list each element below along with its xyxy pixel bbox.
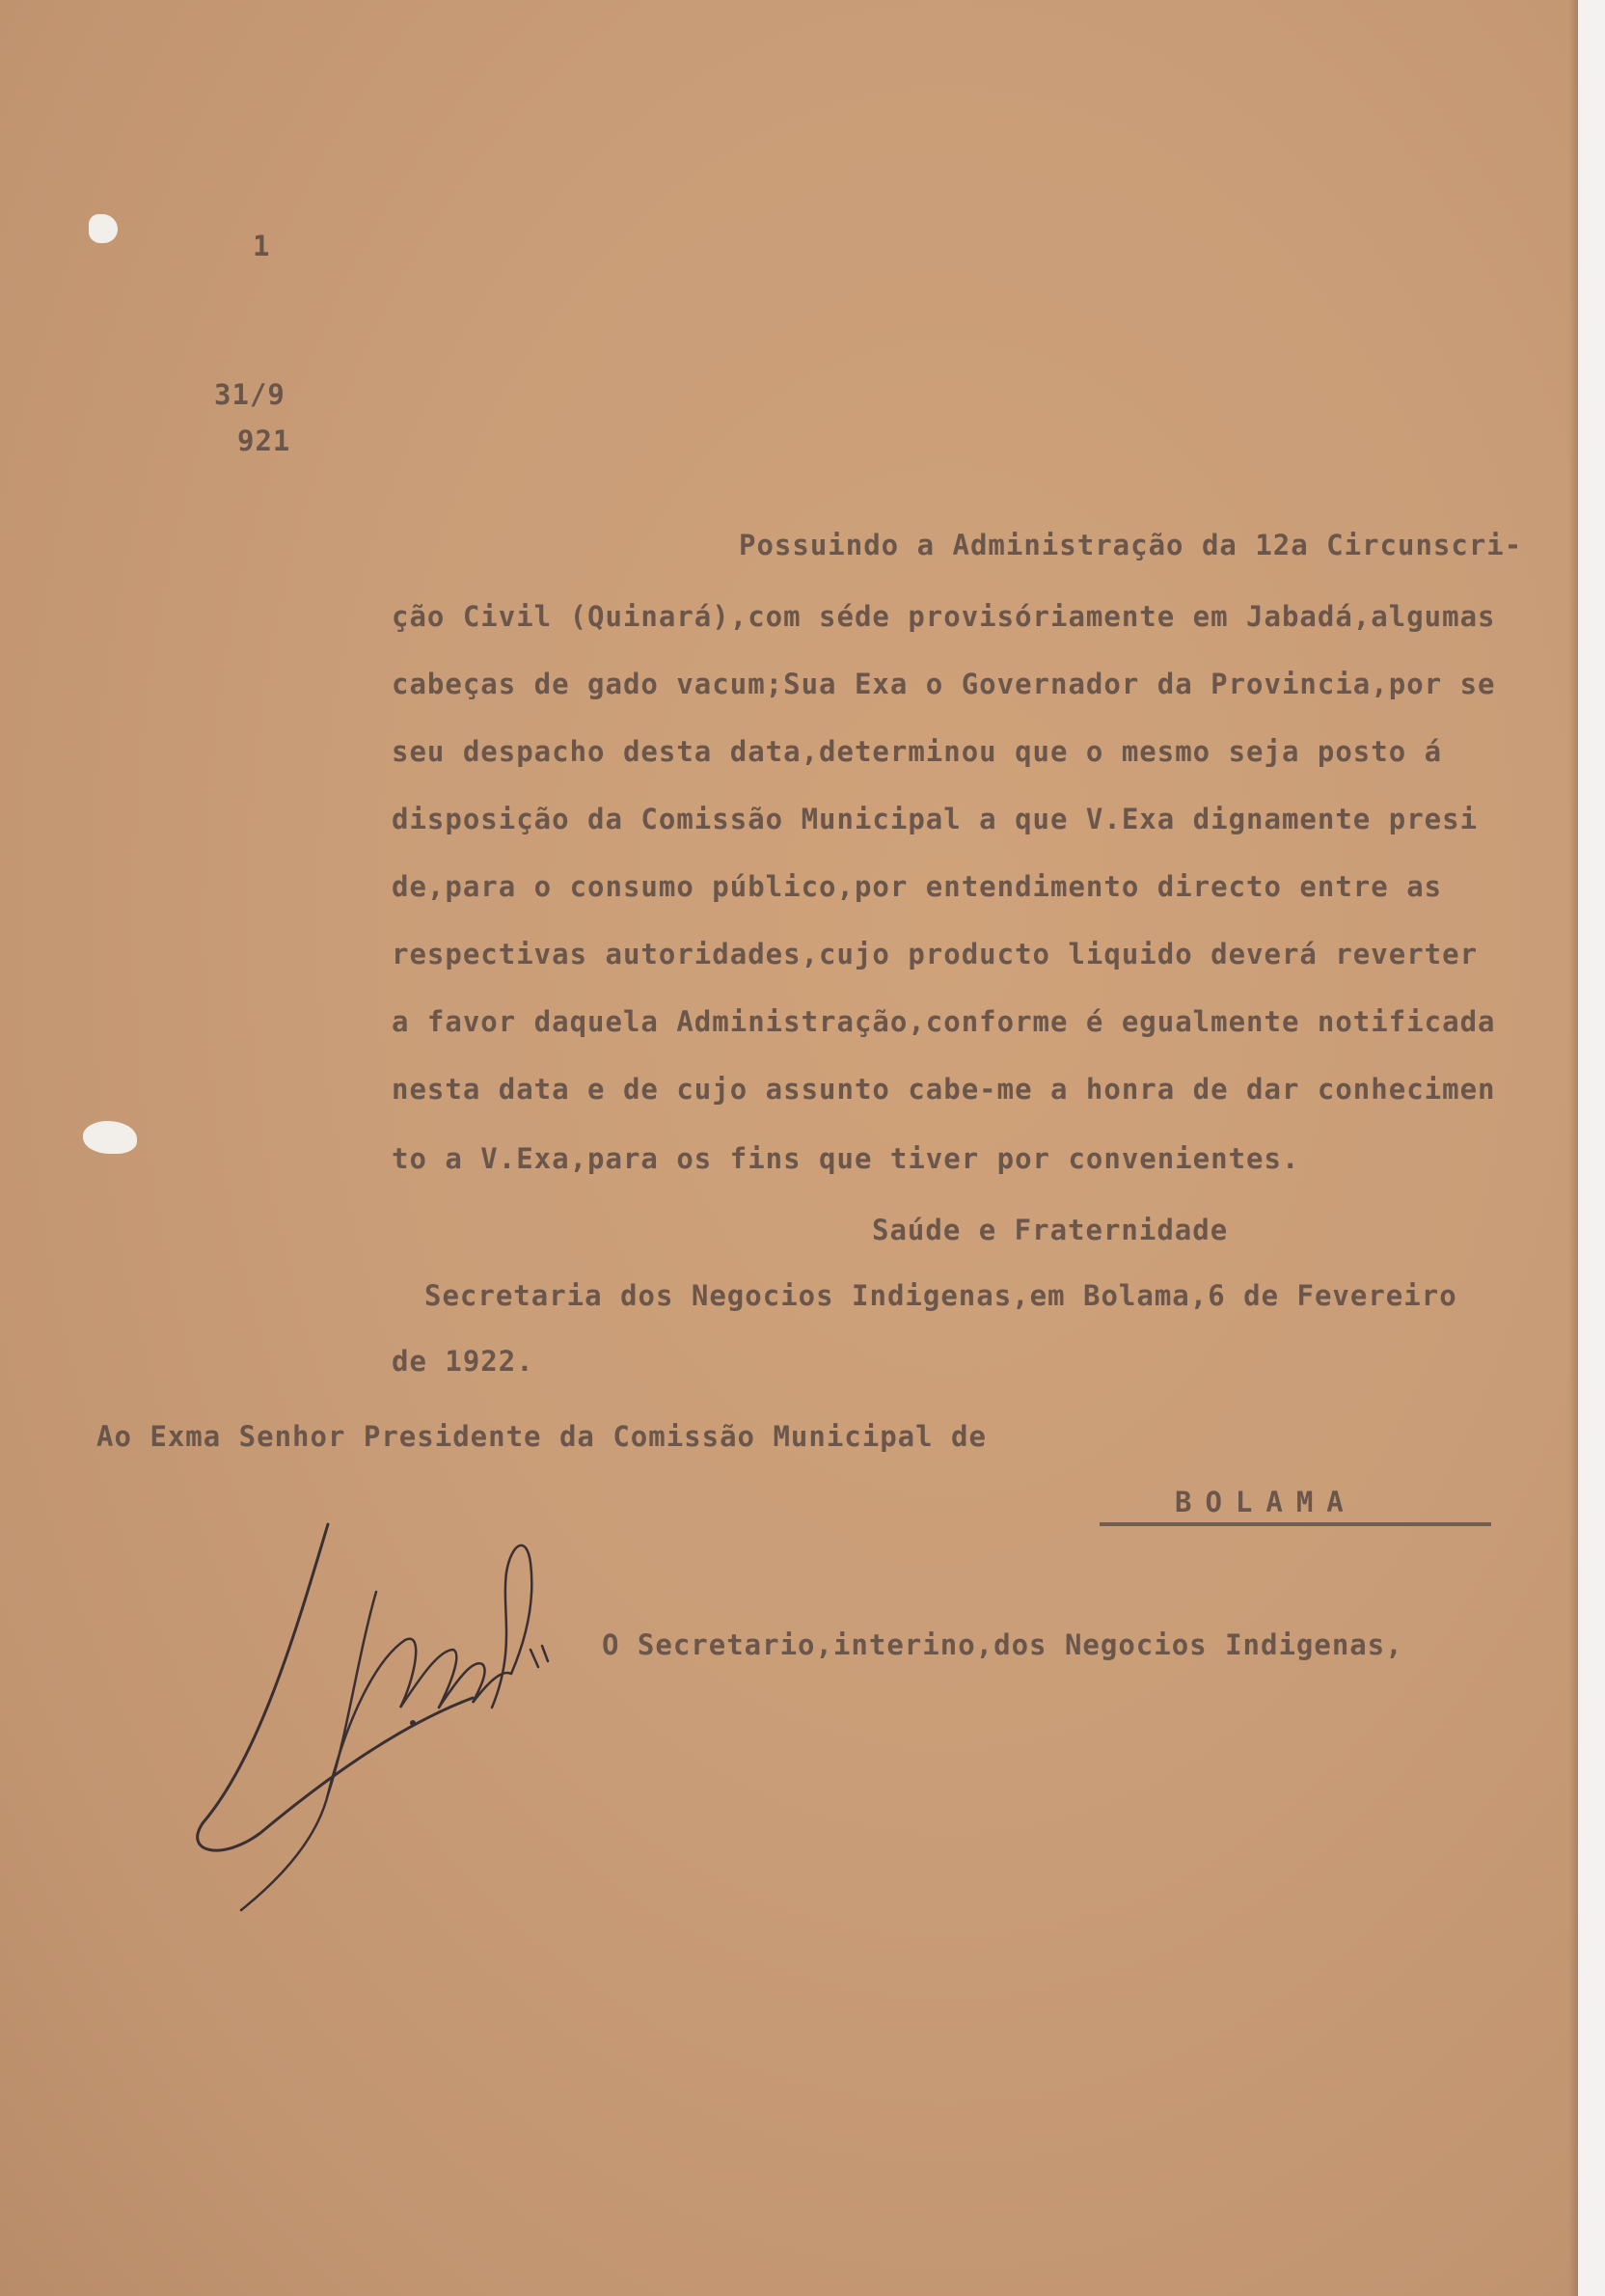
punch-hole-top — [89, 214, 118, 243]
body-line: to a V.Exa,para os fins que tiver por convenientes. — [392, 1142, 1300, 1175]
city-underline — [1100, 1522, 1491, 1526]
reference-number-top: 31/9 — [214, 378, 286, 411]
body-line: respectivas autoridades,cujo producto liquido deverá reverter — [392, 938, 1479, 970]
scan-margin — [1578, 0, 1605, 2296]
body-line: cabeças de gado vacum;Sua Exa o Governador da Provincia,por se — [392, 668, 1496, 700]
body-line: de,para o consumo público,por entendimento directo entre as — [392, 870, 1443, 903]
page-number: 1 — [253, 230, 271, 262]
place-date-line: Secretaria dos Negocios Indigenas,em Bolama,6 de Fevereiro — [424, 1279, 1457, 1312]
reference-number-bottom: 921 — [237, 424, 291, 457]
addressee-line: Ao Exma Senhor Presidente da Comissão Municipal de — [96, 1420, 987, 1453]
signer-title: O Secretario,interino,dos Negocios Indigenas, — [602, 1628, 1403, 1661]
body-line: Possuindo a Administração da 12a Circunscri- — [739, 529, 1523, 561]
closing-salutation: Saúde e Fraternidade — [872, 1214, 1229, 1246]
body-line: nesta data e de cujo assunto cabe-me a honra de dar conhecimen — [392, 1073, 1496, 1106]
addressee-city: BOLAMA — [1175, 1486, 1357, 1518]
handwritten-signature — [183, 1505, 588, 1920]
place-date-line: de 1922. — [392, 1345, 534, 1378]
sheet-edge-shadow — [1568, 0, 1578, 2296]
body-line: seu despacho desta data,determinou que o mesmo seja posto á — [392, 735, 1443, 768]
body-line: a favor daquela Administração,conforme é egualmente notificada — [392, 1005, 1496, 1038]
body-line: ção Civil (Quinará),com séde provisóriamente em Jabadá,algumas — [392, 600, 1496, 633]
body-line: disposição da Comissão Municipal a que V.Exa dignamente presi — [392, 803, 1479, 835]
punch-hole-middle — [83, 1121, 137, 1154]
